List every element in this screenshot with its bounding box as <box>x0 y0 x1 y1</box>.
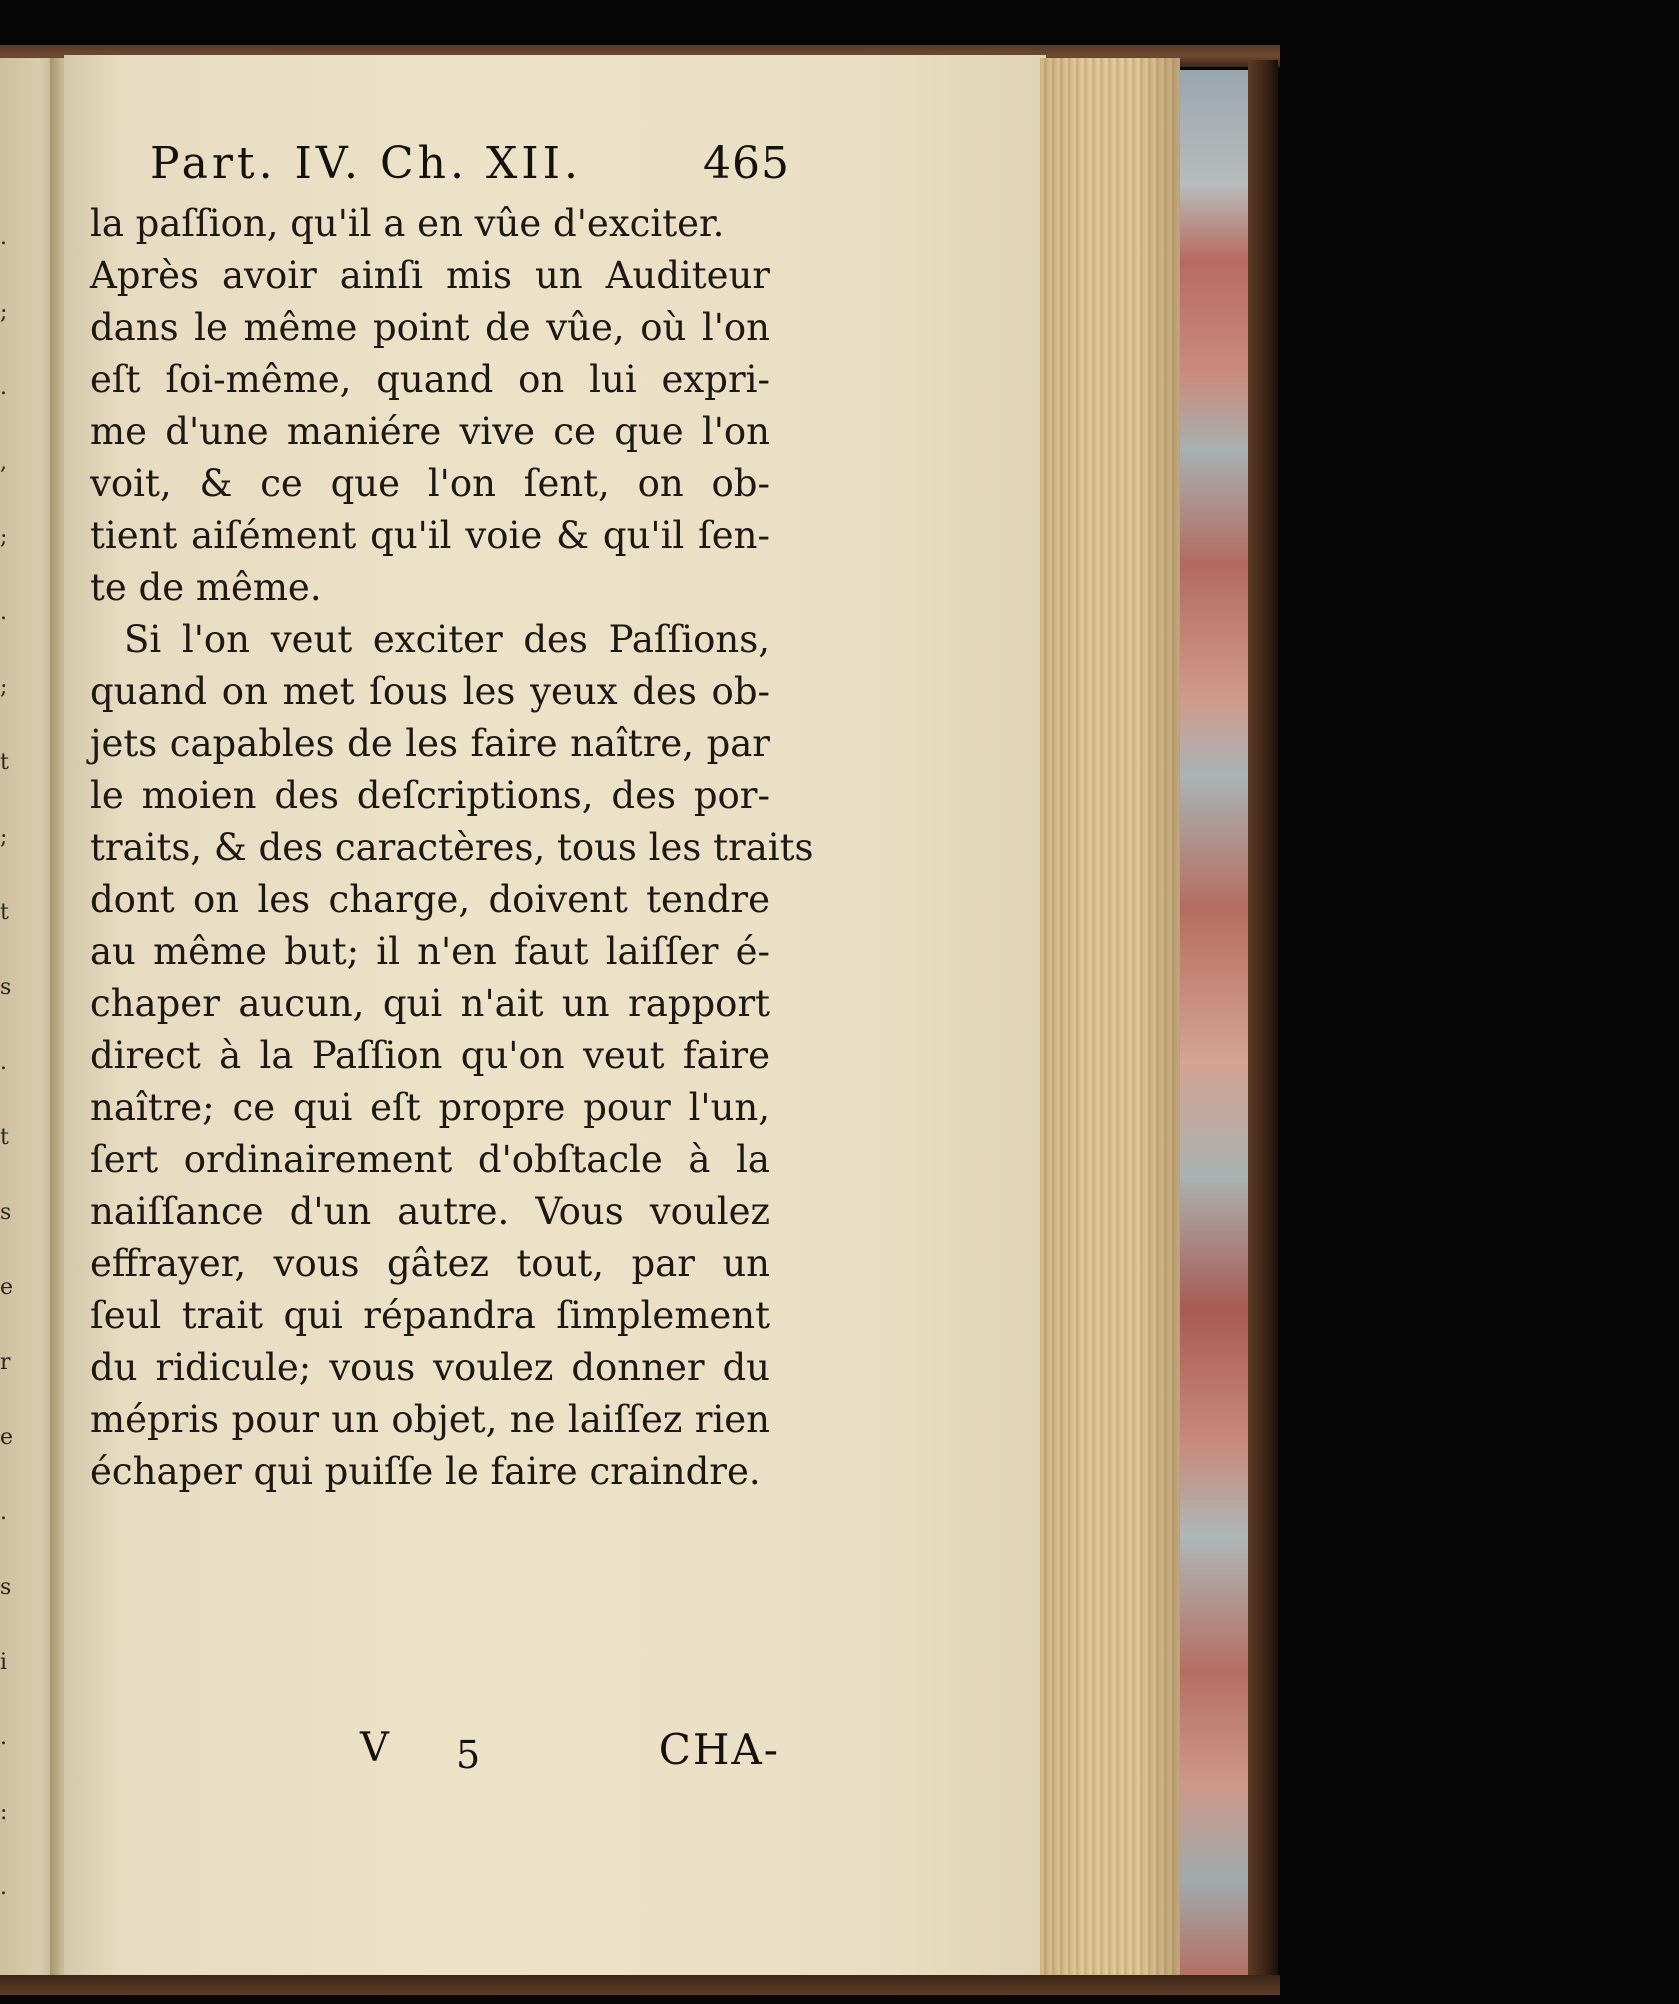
text-line: direct à la Paſſion qu'on veut faire <box>90 1034 770 1077</box>
text-line: ſeul trait qui répandra ſimplement <box>90 1294 770 1337</box>
text-line: jets capables de les faire naître, par <box>90 722 770 765</box>
text-line: le moien des deſcriptions, des por- <box>90 774 770 817</box>
text-line: me d'une maniére vive ce que l'on <box>90 410 770 453</box>
text-line: effrayer, vous gâtez tout, par un <box>90 1242 770 1285</box>
text-line: chaper aucun, qui n'ait un rapport <box>90 982 770 1025</box>
text-line: naiſſance d'un autre. Vous voulez <box>90 1190 770 1233</box>
running-head-title: Part. IV. Ch. XII. <box>150 138 583 189</box>
catchword: CHA- <box>658 1725 780 1774</box>
text-line: la paſſion, qu'il a en vûe d'exciter. <box>90 202 725 245</box>
running-header <box>150 138 790 198</box>
bottom-board-edge <box>0 1975 1280 1995</box>
text-line: te de même. <box>90 566 322 609</box>
text-line: quand on met ſous les yeux des ob- <box>90 670 770 713</box>
leather-cover-edge <box>1248 60 1278 1980</box>
marbled-cover-edge <box>1180 70 1250 1975</box>
text-line: du ridicule; vous voulez donner du <box>90 1346 770 1389</box>
text-line: échaper qui puiſſe le faire craindre. <box>90 1450 761 1493</box>
text-line: mépris pour un objet, ne laiſſez rien <box>90 1398 770 1441</box>
page-block-shading <box>1040 58 1180 1978</box>
page-footer <box>360 1725 780 1785</box>
text-line: naître; ce qui eſt propre pour l'un, <box>90 1086 770 1129</box>
paragraph-start-line: Si l'on veut exciter des Paſſions, <box>124 618 770 661</box>
text-line: ſert ordinairement d'obſtacle à la <box>90 1138 770 1181</box>
page-number: 465 <box>703 138 790 189</box>
text-line: dans le même point de vûe, où l'on <box>90 306 770 349</box>
text-line: Après avoir ainſi mis un Auditeur <box>90 254 770 297</box>
text-line: tient aiſément qu'il voie & qu'il ſen- <box>90 514 770 557</box>
text-line: eſt ſoi-même, quand on lui expri- <box>90 358 770 401</box>
text-line: au même but; il n'en faut laiſſer é- <box>90 930 770 973</box>
left-page-margin-marks: . ; . , ; . ; t ; t s . t s e r e . s i . : . <box>0 225 14 1900</box>
text-line: voit, & ce que l'on ſent, on ob- <box>90 462 770 505</box>
text-line: traits, & des caractères, tous les traits <box>90 826 814 869</box>
signature-mark: V <box>360 1725 389 1771</box>
signature-number: 5 <box>456 1733 481 1777</box>
text-line: dont on les charge, doivent tendre <box>90 878 770 921</box>
